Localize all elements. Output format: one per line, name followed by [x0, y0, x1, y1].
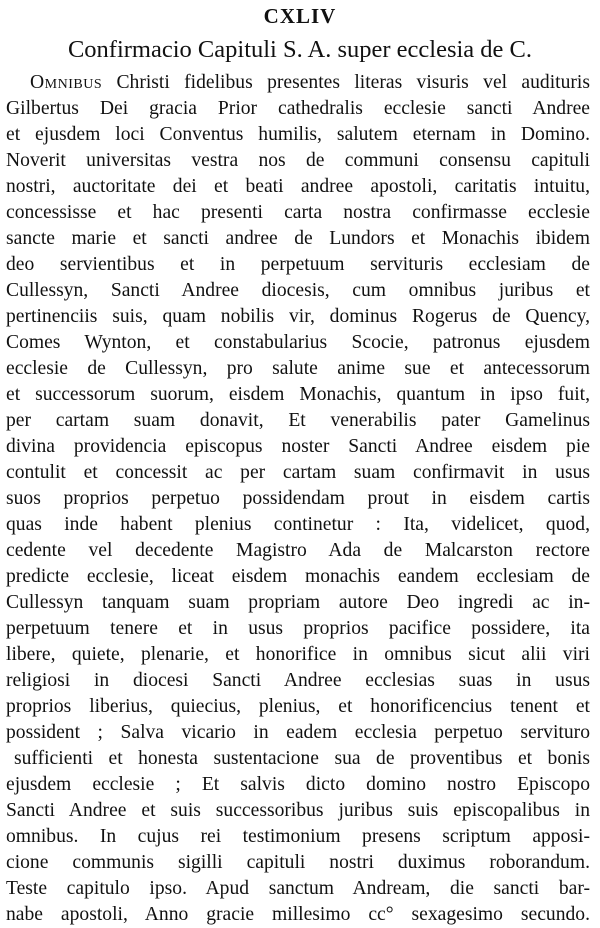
body-line: Gilbertus Dei gracia Prior cathedralis ecclesie sancti Andree — [6, 98, 590, 119]
body-line: sancte marie et sancti andree de Lundors et Monachis ibidem — [6, 228, 590, 249]
body-line: divina providencia episcopus noster Sancti Andree eisdem pie — [6, 436, 590, 457]
charter-body — [6, 70, 590, 928]
body-line: perpetuum tenere et in usus proprios pacifice possidere, ita — [6, 618, 590, 639]
body-line: quas inde habent plenius continetur : Ita, videlicet, quod, — [6, 514, 590, 535]
body-line: contulit et concessit ac per cartam suam confirmavit in usus — [6, 462, 590, 483]
body-line: Noverit universitas vestra nos de communi consensu capituli — [6, 150, 590, 171]
body-line: predicte ecclesie, liceat eisdem monachis eandem ecclesiam de — [6, 566, 590, 587]
body-line: ejusdem ecclesie ; Et salvis dicto domino nostro Episcopo — [6, 774, 590, 795]
body-line: et ejusdem loci Conventus humilis, salutem eternam in Domino. — [6, 124, 590, 145]
body-line: Comes Wynton, et constabularius Scocie, patronus ejusdem — [6, 332, 590, 353]
body-line: libere, quiete, plenarie, et honorifice in omnibus sicut alii viri — [6, 644, 590, 665]
body-line: sufficienti et honesta sustentacione sua de proventibus et bonis — [14, 748, 590, 769]
charter-title: Confirmacio Capituli S. A. super ecclesia de C. — [67, 36, 533, 63]
body-line: ecclesie de Cullessyn, pro salute anime sue et antecessorum — [6, 358, 590, 379]
body-line: suos proprios perpetuo possidendam prout in eisdem cartis — [6, 488, 590, 509]
body-line: nabe apostoli, Anno gracie millesimo cc° sexagesimo secundo. — [6, 904, 590, 925]
charter-number: CXLIV — [263, 4, 337, 28]
body-line: pertinenciis suis, quam nobilis vir, dominus Rogerus de Quency, — [6, 306, 590, 327]
body-line: religiosi in diocesi Sancti Andree ecclesias suas in usus — [6, 670, 590, 691]
body-line: per cartam suam donavit, Et venerabilis pater Gamelinus — [6, 410, 590, 431]
body-line: Cullessyn tanquam suam propriam autore Deo ingredi ac in- — [6, 592, 590, 613]
body-line — [6, 70, 590, 96]
body-line: nostri, auctoritate dei et beati andree apostoli, caritatis intuitu, — [6, 176, 590, 197]
body-line: Teste capitulo ipso. Apud sanctum Andream, die sancti bar- — [6, 878, 590, 899]
body-line: Sancti Andree et suis successoribus juribus suis episcopalibus in — [6, 800, 590, 821]
body-line: et successorum suorum, eisdem Monachis, quantum in ipso fuit, — [6, 384, 590, 405]
body-line: cione communis sigilli capituli nostri duximus roborandum. — [6, 852, 590, 873]
body-line: omnibus. In cujus rei testimonium presens scriptum apposi- — [6, 826, 590, 847]
body-line: proprios liberius, quiecius, plenius, et honorificencius tenent et — [6, 696, 590, 717]
body-line: concessisse et hac presenti carta nostra confirmasse ecclesie — [6, 202, 590, 223]
opening-word: Omnibus — [30, 72, 103, 93]
line-text: Christi fidelibus presentes literas visuris vel audituris — [102, 72, 590, 93]
body-line: cedente vel decedente Magistro Ada de Malcarston rectore — [6, 540, 590, 561]
body-line: Cullessyn, Sancti Andree diocesis, cum omnibus juribus et — [6, 280, 590, 301]
body-line: deo servientibus et in perpetuum servituris ecclesiam de — [6, 254, 590, 275]
body-line: possident ; Salva vicario in eadem ecclesia perpetuo servituro — [6, 722, 590, 743]
